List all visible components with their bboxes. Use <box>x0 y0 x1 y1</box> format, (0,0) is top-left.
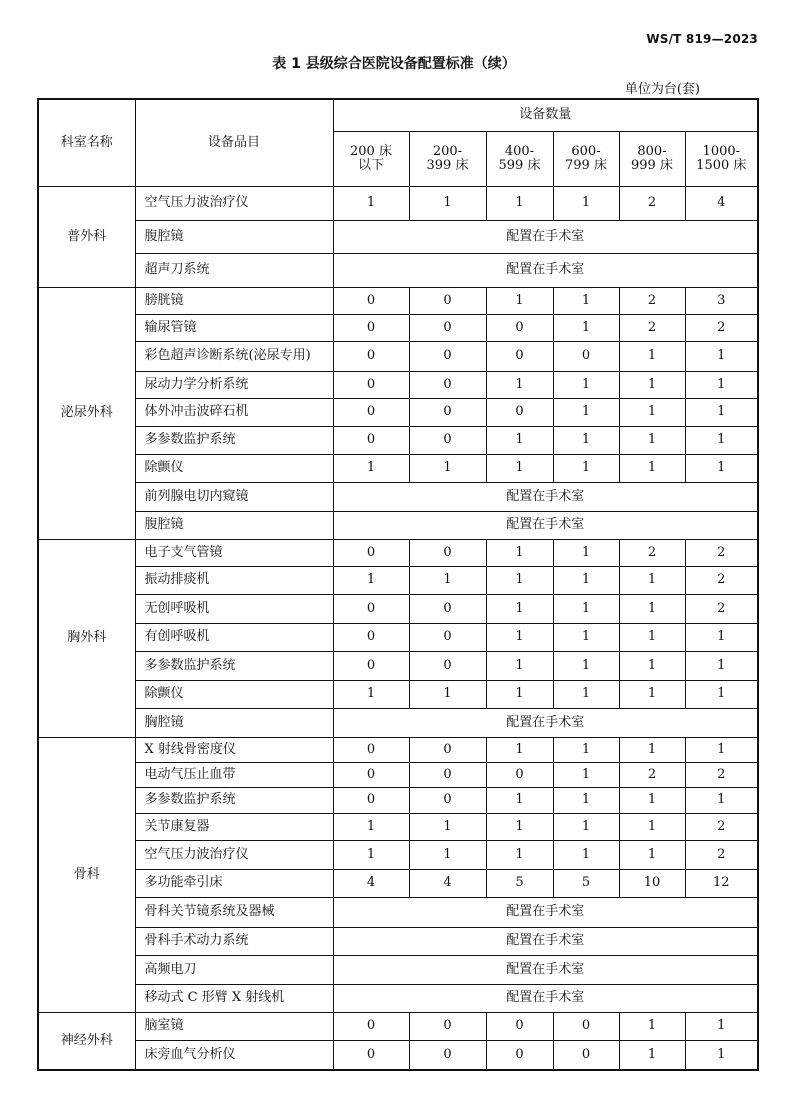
bed-header-line2: 1500 床 <box>696 158 747 173</box>
table-row <box>38 985 758 1013</box>
qty-cell: 1 <box>333 187 409 221</box>
bed-header-line1: 600- <box>571 143 601 159</box>
bed-header-line2: 以下 <box>357 158 384 173</box>
table-row <box>38 187 758 221</box>
qty-cell: 0 <box>409 1041 486 1070</box>
table-row <box>38 455 758 483</box>
qty-cell: 1 <box>333 814 409 841</box>
table-row <box>38 221 758 254</box>
qty-cell: 2 <box>619 540 685 567</box>
qty-cell: 1 <box>486 814 553 841</box>
qty-cell: 2 <box>685 595 758 624</box>
bed-header-line1: 400- <box>504 143 535 159</box>
qty-cell: 1 <box>685 455 758 483</box>
item-name-cell: 电动气压止血带 <box>135 763 333 788</box>
qty-cell: 0 <box>333 288 409 315</box>
qty-cell: 1 <box>619 342 685 372</box>
bed-header-line2: 599 床 <box>498 158 541 173</box>
qty-cell: 0 <box>409 427 486 455</box>
bed-header-line1: 200- <box>432 143 463 159</box>
qty-cell: 1 <box>486 738 553 763</box>
qty-cell: 1 <box>486 624 553 652</box>
table-row <box>38 956 758 985</box>
table-row <box>38 624 758 652</box>
qty-cell: 1 <box>619 372 685 399</box>
qty-cell: 1 <box>619 814 685 841</box>
bed-header-line2: 999 床 <box>631 158 673 173</box>
config-note-cell: 配置在手术室 <box>333 709 758 738</box>
table-title: 表 1 县级综合医院设备配置标准（续） <box>272 56 516 72</box>
qty-cell: 1 <box>409 187 486 221</box>
item-name-cell: 多参数监护系统 <box>135 427 333 455</box>
bed-header-line1: 1000- <box>702 143 741 159</box>
qty-cell: 4 <box>409 870 486 898</box>
qty-cell: 2 <box>685 841 758 870</box>
qty-cell: 1 <box>619 595 685 624</box>
qty-cell: 1 <box>619 624 685 652</box>
qty-cell: 0 <box>409 372 486 399</box>
qty-cell: 0 <box>333 399 409 427</box>
unit-note: 单位为台(套) <box>624 82 700 97</box>
qty-cell: 1 <box>619 1013 685 1041</box>
bed-header <box>685 132 758 187</box>
qty-cell: 0 <box>409 652 486 681</box>
qty-cell: 1 <box>619 841 685 870</box>
qty-cell: 1 <box>619 455 685 483</box>
table-row <box>38 483 758 512</box>
table-row <box>38 254 758 288</box>
dept-name-cell: 泌尿外科 <box>38 288 135 540</box>
qty-cell: 0 <box>486 763 553 788</box>
bed-header <box>333 132 409 187</box>
qty-cell: 1 <box>486 595 553 624</box>
table-row <box>38 427 758 455</box>
qty-cell: 1 <box>685 738 758 763</box>
qty-cell: 2 <box>619 763 685 788</box>
qty-cell: 1 <box>486 372 553 399</box>
config-note-cell: 配置在手术室 <box>333 512 758 540</box>
dept-name-cell: 普外科 <box>38 187 135 288</box>
qty-cell: 1 <box>553 567 619 595</box>
bed-header <box>553 132 619 187</box>
item-name-cell: 空气压力波治疗仪 <box>135 841 333 870</box>
qty-cell: 1 <box>486 567 553 595</box>
qty-cell: 1 <box>685 342 758 372</box>
qty-cell: 1 <box>486 540 553 567</box>
qty-cell: 1 <box>553 595 619 624</box>
qty-cell: 0 <box>486 315 553 342</box>
item-name-cell: 超声刀系统 <box>135 254 333 288</box>
qty-cell: 1 <box>486 788 553 814</box>
qty-cell: 1 <box>553 315 619 342</box>
item-name-cell: 关节康复器 <box>135 814 333 841</box>
qty-cell: 0 <box>333 624 409 652</box>
qty-cell: 0 <box>333 315 409 342</box>
table-row <box>38 1041 758 1070</box>
qty-cell: 1 <box>553 841 619 870</box>
qty-cell: 1 <box>685 652 758 681</box>
qty-cell: 0 <box>409 1013 486 1041</box>
table-row <box>38 1013 758 1041</box>
item-name-cell: 高频电刀 <box>135 956 333 985</box>
header-dept: 科室名称 <box>38 99 135 187</box>
qty-cell: 0 <box>409 288 486 315</box>
qty-cell: 0 <box>409 763 486 788</box>
table-row <box>38 681 758 709</box>
qty-cell: 3 <box>685 288 758 315</box>
table-row <box>38 709 758 738</box>
table-row <box>38 652 758 681</box>
item-name-cell: 脑室镜 <box>135 1013 333 1041</box>
header-qty-group: 设备数量 <box>333 99 758 132</box>
bed-header-line2: 799 床 <box>565 158 607 173</box>
item-name-cell: 腹腔镜 <box>135 221 333 254</box>
qty-cell: 0 <box>553 1013 619 1041</box>
qty-cell: 1 <box>553 763 619 788</box>
qty-cell: 0 <box>486 1041 553 1070</box>
item-name-cell: 尿动力学分析系统 <box>135 372 333 399</box>
qty-cell: 1 <box>685 399 758 427</box>
qty-cell: 1 <box>486 652 553 681</box>
qty-cell: 2 <box>685 540 758 567</box>
table-row <box>38 342 758 372</box>
qty-cell: 0 <box>333 342 409 372</box>
qty-cell: 1 <box>553 187 619 221</box>
qty-cell: 0 <box>409 738 486 763</box>
table-row <box>38 372 758 399</box>
qty-cell: 10 <box>619 870 685 898</box>
item-name-cell: 电子支气管镜 <box>135 540 333 567</box>
table-row <box>38 738 758 763</box>
qty-cell: 2 <box>619 187 685 221</box>
item-name-cell: 有创呼吸机 <box>135 624 333 652</box>
item-name-cell: 腹腔镜 <box>135 512 333 540</box>
dept-name-cell: 骨科 <box>38 738 135 1013</box>
item-name-cell: 无创呼吸机 <box>135 595 333 624</box>
qty-cell: 1 <box>486 187 553 221</box>
qty-cell: 1 <box>685 1041 758 1070</box>
table-row <box>38 898 758 928</box>
bed-header-line1: 800- <box>637 143 667 159</box>
qty-cell: 4 <box>685 187 758 221</box>
qty-cell: 0 <box>409 788 486 814</box>
qty-cell: 1 <box>486 427 553 455</box>
qty-cell: 1 <box>486 681 553 709</box>
qty-cell: 1 <box>333 841 409 870</box>
qty-cell: 1 <box>553 788 619 814</box>
bed-header-line1: 200 床 <box>350 143 392 159</box>
item-name-cell: 前列腺电切内窥镜 <box>135 483 333 512</box>
table-row <box>38 540 758 567</box>
qty-cell: 0 <box>486 399 553 427</box>
bed-header <box>409 132 486 187</box>
config-note-cell: 配置在手术室 <box>333 985 758 1013</box>
item-name-cell: 床旁血气分析仪 <box>135 1041 333 1070</box>
qty-cell: 0 <box>333 1013 409 1041</box>
table-row <box>38 595 758 624</box>
qty-cell: 4 <box>333 870 409 898</box>
bed-header-line2: 399 床 <box>426 158 469 173</box>
qty-cell: 1 <box>486 288 553 315</box>
config-note-cell: 配置在手术室 <box>333 898 758 928</box>
item-name-cell: 骨科关节镜系统及器械 <box>135 898 333 928</box>
qty-cell: 0 <box>553 1041 619 1070</box>
config-note-cell: 配置在手术室 <box>333 254 758 288</box>
qty-cell: 1 <box>409 841 486 870</box>
qty-cell: 1 <box>409 567 486 595</box>
qty-cell: 1 <box>619 1041 685 1070</box>
qty-cell: 1 <box>619 399 685 427</box>
qty-cell: 1 <box>409 455 486 483</box>
qty-cell: 0 <box>409 540 486 567</box>
item-name-cell: 输尿管镜 <box>135 315 333 342</box>
table-row <box>38 928 758 956</box>
qty-cell: 1 <box>685 788 758 814</box>
qty-cell: 5 <box>486 870 553 898</box>
qty-cell: 1 <box>553 738 619 763</box>
qty-cell: 0 <box>409 315 486 342</box>
qty-cell: 1 <box>333 567 409 595</box>
qty-cell: 0 <box>409 624 486 652</box>
qty-cell: 2 <box>685 814 758 841</box>
table-row <box>38 567 758 595</box>
qty-cell: 1 <box>619 788 685 814</box>
equipment-table <box>37 98 759 1071</box>
qty-cell: 1 <box>409 814 486 841</box>
qty-cell: 1 <box>619 738 685 763</box>
qty-cell: 1 <box>553 652 619 681</box>
qty-cell: 1 <box>685 372 758 399</box>
qty-cell: 2 <box>685 763 758 788</box>
qty-cell: 1 <box>619 681 685 709</box>
qty-cell: 0 <box>333 738 409 763</box>
qty-cell: 2 <box>685 567 758 595</box>
qty-cell: 0 <box>333 763 409 788</box>
qty-cell: 1 <box>553 624 619 652</box>
config-note-cell: 配置在手术室 <box>333 221 758 254</box>
table-row <box>38 814 758 841</box>
table-row <box>38 763 758 788</box>
table-row <box>38 841 758 870</box>
table-row <box>38 870 758 898</box>
qty-cell: 0 <box>333 372 409 399</box>
qty-cell: 0 <box>333 788 409 814</box>
qty-cell: 2 <box>685 315 758 342</box>
qty-cell: 0 <box>409 399 486 427</box>
qty-cell: 0 <box>409 595 486 624</box>
qty-cell: 0 <box>486 1013 553 1041</box>
item-name-cell: 多功能牵引床 <box>135 870 333 898</box>
dept-name-cell: 神经外科 <box>38 1013 135 1070</box>
item-name-cell: 多参数监护系统 <box>135 788 333 814</box>
qty-cell: 1 <box>333 455 409 483</box>
qty-cell: 2 <box>619 288 685 315</box>
qty-cell: 0 <box>409 342 486 372</box>
qty-cell: 0 <box>333 595 409 624</box>
qty-cell: 1 <box>553 288 619 315</box>
qty-cell: 0 <box>333 1041 409 1070</box>
qty-cell: 1 <box>619 567 685 595</box>
qty-cell: 12 <box>685 870 758 898</box>
qty-cell: 1 <box>685 624 758 652</box>
qty-cell: 0 <box>486 342 553 372</box>
item-name-cell: 移动式 C 形臂 X 射线机 <box>135 985 333 1013</box>
qty-cell: 1 <box>553 372 619 399</box>
qty-cell: 1 <box>619 652 685 681</box>
qty-cell: 1 <box>619 427 685 455</box>
bed-header <box>486 132 553 187</box>
qty-cell: 1 <box>553 681 619 709</box>
item-name-cell: 膀胱镜 <box>135 288 333 315</box>
item-name-cell: 彩色超声诊断系统(泌尿专用) <box>135 342 333 372</box>
qty-cell: 0 <box>333 652 409 681</box>
item-name-cell: 多参数监护系统 <box>135 652 333 681</box>
table-row <box>38 788 758 814</box>
item-name-cell: 胸腔镜 <box>135 709 333 738</box>
qty-cell: 1 <box>685 427 758 455</box>
item-name-cell: X 射线骨密度仪 <box>135 738 333 763</box>
qty-cell: 5 <box>553 870 619 898</box>
item-name-cell: 除颤仪 <box>135 681 333 709</box>
qty-cell: 1 <box>409 681 486 709</box>
item-name-cell: 骨科手术动力系统 <box>135 928 333 956</box>
item-name-cell: 体外冲击波碎石机 <box>135 399 333 427</box>
qty-cell: 1 <box>685 681 758 709</box>
qty-cell: 0 <box>333 427 409 455</box>
qty-cell: 2 <box>619 315 685 342</box>
table-row <box>38 315 758 342</box>
qty-cell: 1 <box>685 1013 758 1041</box>
dept-name-cell: 胸外科 <box>38 540 135 738</box>
header-item: 设备品目 <box>135 99 333 187</box>
config-note-cell: 配置在手术室 <box>333 928 758 956</box>
item-name-cell: 振动排痰机 <box>135 567 333 595</box>
qty-cell: 1 <box>333 681 409 709</box>
standard-code: WS/T 819—2023 <box>646 32 758 46</box>
qty-cell: 0 <box>553 342 619 372</box>
table-row <box>38 288 758 315</box>
bed-header <box>619 132 685 187</box>
qty-cell: 1 <box>553 540 619 567</box>
qty-cell: 0 <box>333 540 409 567</box>
qty-cell: 1 <box>553 455 619 483</box>
qty-cell: 1 <box>553 399 619 427</box>
qty-cell: 1 <box>486 841 553 870</box>
qty-cell: 1 <box>553 814 619 841</box>
item-name-cell: 空气压力波治疗仪 <box>135 187 333 221</box>
item-name-cell: 除颤仪 <box>135 455 333 483</box>
qty-cell: 1 <box>486 455 553 483</box>
config-note-cell: 配置在手术室 <box>333 956 758 985</box>
table-row <box>38 512 758 540</box>
config-note-cell: 配置在手术室 <box>333 483 758 512</box>
qty-cell: 1 <box>553 427 619 455</box>
table-row <box>38 399 758 427</box>
